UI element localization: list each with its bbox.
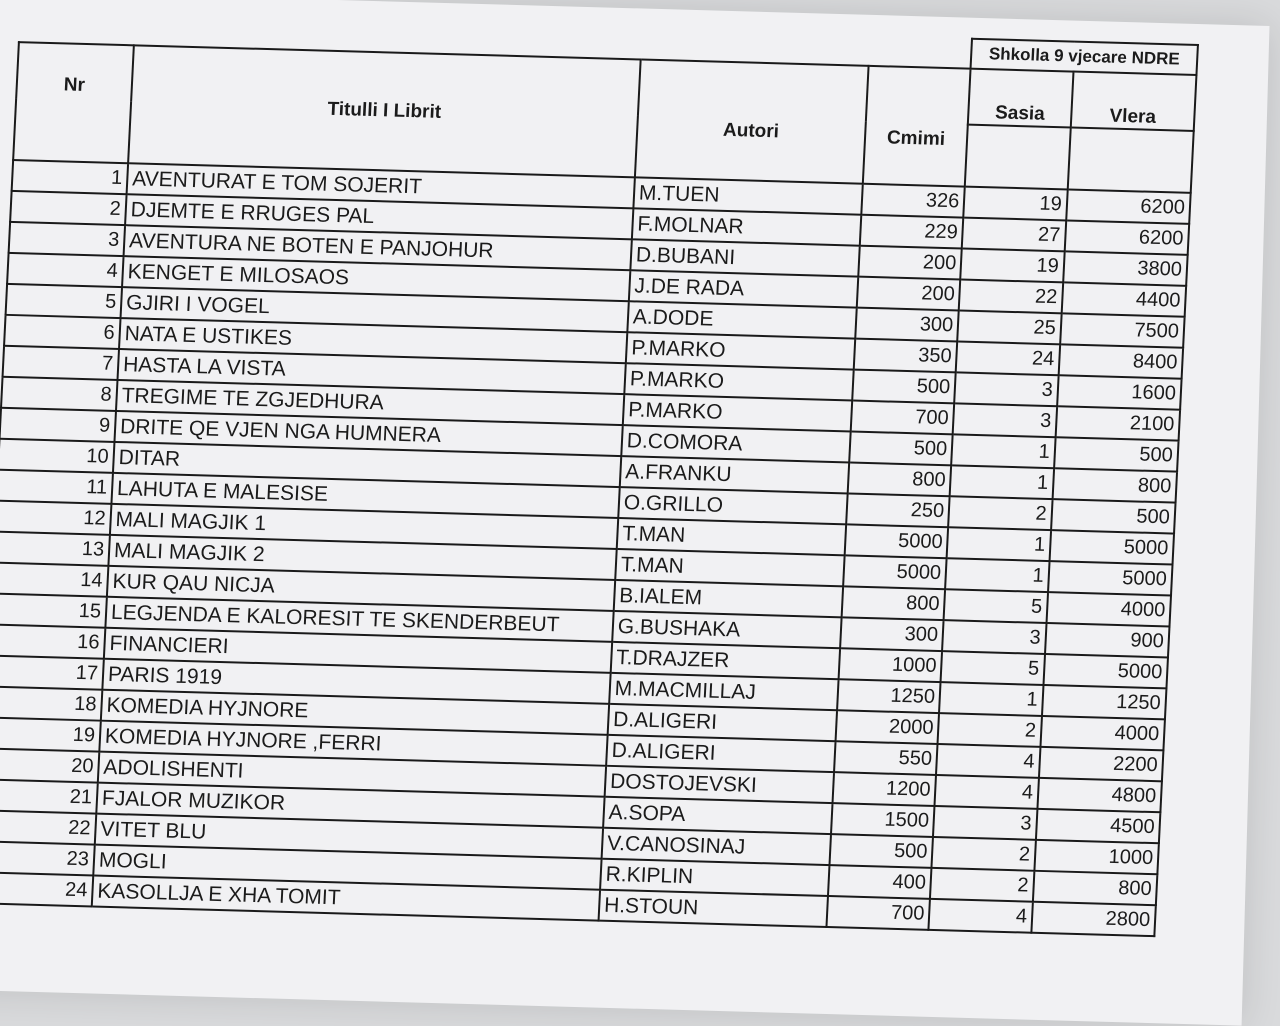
row-number: 22	[0, 810, 96, 844]
book-author: DOSTOJEVSKI	[604, 766, 833, 803]
row-number: 6	[4, 315, 120, 349]
book-price: 1500	[831, 803, 935, 837]
row-number: 8	[1, 377, 117, 411]
book-value: 4000	[1046, 592, 1171, 626]
book-price: 5000	[844, 524, 948, 558]
book-title: FINANCIERI	[104, 628, 612, 673]
book-value: 4500	[1036, 809, 1161, 843]
book-value: 2100	[1055, 406, 1180, 440]
book-title: AVENTURA NE BOTEN E PANJOHUR	[123, 225, 631, 270]
book-title: VITET BLU	[95, 814, 603, 859]
book-value: 800	[1052, 468, 1177, 502]
book-value: 2200	[1039, 747, 1164, 781]
book-quantity: 4	[936, 744, 1040, 778]
row-number: 9	[0, 408, 116, 442]
book-author: P.MARKO	[623, 394, 852, 431]
book-rows	[0, 160, 1191, 936]
book-price: 800	[847, 462, 951, 496]
book-price: 5000	[843, 555, 947, 589]
book-quantity: 3	[953, 403, 1057, 437]
book-value: 1600	[1057, 375, 1182, 409]
book-quantity: 19	[960, 249, 1064, 283]
book-price: 500	[829, 834, 933, 868]
book-author: G.BUSHAKA	[612, 611, 841, 648]
book-title: TREGIME TE ZGJEDHURA	[116, 380, 624, 425]
book-author: T.MAN	[617, 518, 846, 555]
column-header-nr: Nr	[13, 42, 134, 163]
row-number: 1	[12, 160, 128, 194]
row-number: 23	[0, 841, 95, 875]
row-number: 13	[0, 532, 110, 566]
book-price: 350	[853, 339, 957, 373]
book-quantity: 1	[945, 558, 1049, 592]
book-value: 4400	[1062, 282, 1187, 316]
row-number: 3	[9, 222, 125, 256]
row-number: 5	[6, 284, 122, 318]
book-quantity: 3	[942, 620, 1046, 654]
row-number: 4	[7, 253, 123, 287]
book-value: 2800	[1031, 902, 1156, 936]
book-value: 500	[1054, 437, 1179, 471]
book-author: D.COMORA	[621, 425, 850, 462]
row-number: 20	[0, 748, 99, 782]
book-title: LAHUTA E MALESISE	[111, 473, 619, 518]
book-quantity: 3	[933, 806, 1037, 840]
book-title: KENGET E MILOSAOS	[122, 256, 630, 301]
row-number: 19	[0, 717, 101, 751]
book-price: 250	[846, 493, 950, 527]
book-author: A.SOPA	[603, 797, 832, 834]
book-price: 300	[840, 617, 944, 651]
book-quantity: 1	[939, 682, 1043, 716]
book-author: D.ALIGERI	[607, 704, 836, 741]
book-quantity: 19	[963, 187, 1067, 221]
book-value: 900	[1045, 623, 1170, 657]
book-value: 500	[1051, 499, 1176, 533]
book-value: 4800	[1037, 778, 1162, 812]
book-price: 1250	[837, 679, 941, 713]
row-number: 21	[0, 779, 98, 813]
book-value: 800	[1033, 871, 1158, 905]
book-quantity: 3	[954, 372, 1058, 406]
book-title: MALI MAGJIK 2	[108, 535, 616, 580]
book-price: 1000	[838, 648, 942, 682]
book-quantity: 27	[962, 218, 1066, 252]
row-number: 16	[0, 625, 105, 659]
book-price: 700	[850, 401, 954, 435]
school-name: Shkolla 9 vjecare NDRE	[971, 39, 1198, 75]
book-title: KASOLLJA E XHA TOMIT	[92, 876, 600, 921]
book-title: MALI MAGJIK 1	[110, 504, 618, 549]
book-author: H.STOUN	[598, 890, 827, 927]
book-value: 8400	[1058, 344, 1183, 378]
book-author: M.TUEN	[633, 177, 862, 214]
book-author: A.DODE	[627, 301, 856, 338]
book-price: 400	[828, 865, 932, 899]
row-number: 7	[3, 346, 119, 380]
book-price: 300	[855, 308, 959, 342]
book-quantity: 2	[938, 713, 1042, 747]
book-author: O.GRILLO	[618, 487, 847, 524]
book-title: AVENTURAT E TOM SOJERIT	[127, 163, 635, 208]
book-author: V.CANOSINAJ	[601, 828, 830, 865]
book-title: KOMEDIA HYJNORE	[101, 690, 609, 735]
book-author: D.BUBANI	[630, 239, 859, 276]
book-value: 6200	[1065, 220, 1190, 254]
book-title: KUR QAU NICJA	[107, 566, 615, 611]
book-price: 229	[859, 215, 963, 249]
book-price: 326	[861, 184, 965, 218]
book-title: DJEMTE E RRUGES PAL	[125, 194, 633, 239]
book-quantity: 24	[956, 341, 1060, 375]
book-value: 5000	[1048, 561, 1173, 595]
book-author: F.MOLNAR	[632, 208, 861, 245]
book-quantity: 2	[930, 868, 1034, 902]
book-price: 500	[849, 431, 953, 465]
book-author: D.ALIGERI	[606, 735, 835, 772]
book-price: 550	[834, 741, 938, 775]
book-title: HASTA LA VISTA	[117, 349, 625, 394]
book-price: 800	[841, 586, 945, 620]
book-quantity: 5	[944, 589, 1048, 623]
book-value: 6200	[1066, 189, 1191, 223]
book-price: 700	[826, 896, 930, 930]
qty-header-blank	[965, 125, 1071, 190]
row-number: 2	[10, 191, 126, 225]
book-price: 500	[852, 370, 956, 404]
book-quantity: 4	[935, 775, 1039, 809]
book-author: T.DRAJZER	[610, 642, 839, 679]
book-title: FJALOR MUZIKOR	[96, 783, 604, 828]
row-number: 10	[0, 439, 114, 473]
book-inventory-sheet	[0, 11, 1199, 937]
book-author: B.IALEM	[614, 580, 843, 617]
book-title: LEGJENDA E KALORESIT TE SKENDERBEUT	[105, 597, 613, 642]
book-author: J.DE RADA	[629, 270, 858, 307]
book-quantity: 2	[932, 837, 1036, 871]
book-value: 4000	[1040, 716, 1165, 750]
column-header-title: Titulli I Librit	[128, 45, 640, 177]
column-header-qty: Sasia	[968, 69, 1073, 128]
book-value: 5000	[1049, 530, 1174, 564]
book-value: 1000	[1034, 840, 1159, 874]
book-title: MOGLI	[93, 845, 601, 890]
book-quantity: 1	[950, 465, 1054, 499]
book-author: A.FRANKU	[620, 456, 849, 493]
book-author: M.MACMILLAJ	[609, 673, 838, 710]
column-header-author: Autori	[635, 59, 868, 183]
row-number: 18	[0, 686, 102, 720]
book-quantity: 2	[948, 496, 1052, 530]
row-number: 15	[0, 594, 107, 628]
book-value: 5000	[1043, 654, 1168, 688]
book-quantity: 1	[951, 434, 1055, 468]
book-quantity: 5	[941, 651, 1045, 685]
book-value: 3800	[1063, 251, 1188, 285]
book-value: 7500	[1060, 313, 1185, 347]
book-author: P.MARKO	[626, 332, 855, 369]
book-inventory-table	[0, 11, 1199, 937]
value-header-blank	[1068, 128, 1194, 193]
book-price: 200	[858, 246, 962, 280]
book-title: ADOLISHENTI	[98, 752, 606, 797]
book-title: DRITE QE VJEN NGA HUMNERA	[114, 411, 622, 456]
book-title: KOMEDIA HYJNORE ,FERRI	[99, 721, 607, 766]
book-quantity: 25	[957, 310, 1061, 344]
book-title: DITAR	[113, 442, 621, 487]
book-title: PARIS 1919	[102, 659, 610, 704]
book-title: GJIRI I VOGEL	[120, 287, 628, 332]
book-price: 200	[856, 277, 960, 311]
book-price: 2000	[835, 710, 939, 744]
book-title: NATA E USTIKES	[119, 318, 627, 363]
row-number: 14	[0, 563, 108, 597]
book-author: P.MARKO	[624, 363, 853, 400]
book-quantity: 4	[929, 899, 1033, 933]
book-value: 1250	[1042, 685, 1167, 719]
row-number: 11	[0, 470, 113, 504]
book-author: T.MAN	[615, 549, 844, 586]
book-author: R.KIPLIN	[600, 859, 829, 896]
book-quantity: 1	[947, 527, 1051, 561]
column-header-value: Vlera	[1071, 72, 1197, 131]
row-number: 24	[0, 872, 93, 906]
row-number: 12	[0, 501, 111, 535]
row-number: 17	[0, 656, 104, 690]
book-quantity: 22	[959, 279, 1063, 313]
column-header-price: Cmimi	[862, 66, 970, 187]
book-price: 1200	[832, 772, 936, 806]
